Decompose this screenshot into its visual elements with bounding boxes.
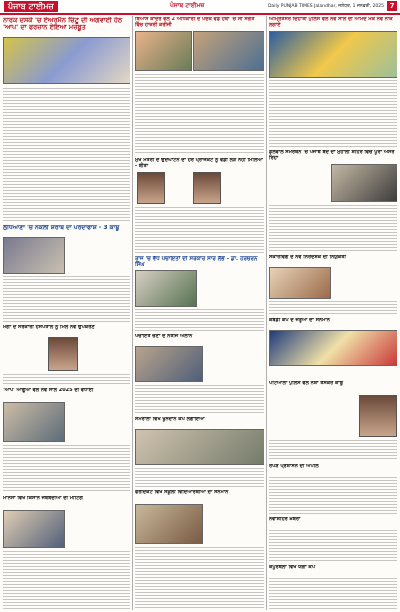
story-photo — [269, 267, 331, 299]
story-body — [269, 300, 397, 315]
story-body — [135, 73, 264, 155]
person-photo — [193, 172, 221, 204]
story-5 — [135, 158, 264, 253]
story-body — [135, 206, 264, 253]
story-13 — [135, 417, 264, 487]
story-headline: ਕਬੱਡੀ ਕੱਪ ਦੇ ਜੇਤੂਆਂ ਦਾ ਸਨਮਾਨ — [269, 318, 330, 323]
story-headline: ਨਵਾਂਸ਼ਹਿਰ ਖ਼ਬਰਾਂ — [269, 517, 301, 522]
story-photo — [135, 346, 203, 382]
story-6 — [269, 150, 397, 252]
dateline: Daily PUNJAB TIMES Jalandhar, ਜਲੰਧਰ, 1 ਜਨਵਰੀ, 2025 — [267, 4, 384, 9]
story-headline: ਡੱਲੇਵਾਲ ਸਮਰਥਨ 'ਚ ਪੰਜਾਬ ਬੰਦ ਦਾ ਮੁਹਾਲੀ ਸ਼ਹਿਰ ਵਿੱਚ ਪੂਰਾ ਅਸਰ ਰਿਹਾ — [269, 150, 395, 161]
story-body — [135, 384, 264, 414]
story-11 — [3, 388, 130, 493]
story-body — [269, 529, 397, 562]
story-12 — [269, 318, 397, 378]
story-10 — [135, 334, 264, 414]
column-rule — [266, 16, 267, 610]
story-16 — [135, 490, 264, 610]
story-2 — [135, 17, 264, 155]
story-photo — [135, 504, 203, 544]
story-body — [135, 308, 264, 331]
story-15 — [3, 496, 130, 610]
story-headline: ਫਰੀਦਕੋਟ ਵਿਖੇ ਸਕੂਲੀ ਵਿਦਿਆਰਥੀਆਂ ਦਾ ਸਨਮਾਨ — [135, 490, 229, 495]
story-photo — [269, 330, 397, 366]
story-body — [3, 87, 130, 222]
story-14 — [269, 381, 397, 461]
story-photo — [269, 31, 397, 78]
story-headline: ਨਾਰਕ ਦਸਕੇ 'ਚ ਏਅਰਮੈਨ ਚਿੰਟੂ ਦੀ ਅਗਵਾਈ ਹੇਠ 'ਆਪ' ਦਾ ਫਰਜ਼ਾਨ ਏਇਆ ਮਜ਼ਬੂਤ — [3, 17, 123, 32]
story-headline: ਬਿਆਸ ਕਾਦਰ ਵੱਲੋਂ 2 ਅਧਿਕਾਰੀ ਦੇ ਪਦਕ ਵੰਡ ਹਥਾਂ 'ਚ ਸੀ ਸੰਗਤ ਵਿੱਚ ਹਾਜ਼ਰੀ ਕਰੀਜੀ — [135, 17, 255, 28]
story-headline: ਮਾਨਸਾ ਵਿਖੇ ਕਿਸਾਨ ਜਥੇਬੰਦੀਆਂ ਦੀ ਮੀਟਿੰਗ — [3, 496, 83, 501]
story-body — [135, 546, 264, 610]
story-photo — [3, 237, 65, 274]
story-7 — [3, 325, 130, 385]
story-18 — [269, 517, 397, 562]
story-body — [3, 444, 130, 493]
story-headline: ਪਟਿਆਲਾ ਪੁਲਿਸ ਵੱਲੋਂ ਨਸ਼ਾ ਤਸਕਰ ਕਾਬੂ — [269, 381, 343, 386]
story-body — [269, 204, 397, 252]
page-number: 7 — [387, 1, 397, 11]
story-photo — [3, 37, 130, 84]
story-9 — [269, 255, 397, 315]
person-photo — [137, 172, 165, 204]
center-title: ਪੰਜਾਬ ਟਾਈਮਜ਼ — [170, 2, 205, 9]
story-17 — [269, 464, 397, 514]
story-photo — [3, 510, 65, 548]
story-body — [3, 373, 130, 385]
section-logo: ਪੰਜਾਬ ਟਾਈਮਜ਼ — [4, 1, 58, 12]
story-body — [269, 577, 397, 610]
story-photo — [193, 31, 264, 71]
story-body — [3, 550, 130, 610]
story-headline: ਸਮਰਾਲਾ ਵਿਖੇ ਖੂਨਦਾਨ ਕੈਂਪ ਲਗਾਇਆ — [135, 417, 205, 422]
story-headline: ਸਕਾਰਵਿੰਗ ਦੇ ਨਵੇਂ ਨਿਰਦੇਸ਼ਕ ਦੀ ਨਿਯੁਕਤੀ — [269, 255, 346, 260]
person-photo — [48, 337, 78, 371]
story-photo — [3, 402, 65, 442]
story-8 — [135, 256, 264, 331]
story-1 — [3, 17, 130, 222]
story-headline: ਮੁੱਖ ਮੰਤਰੀ ਦੇ ਉਦਘਾਟਨ ਦਾ ਹਰ ਪ੍ਰਾਜੈਕਟ ਨੂੰ ਵੱਡੀ ਲੋੜ ਨਹੀਂ ਮਿਲਿਆ - ਬੀਤਾ — [135, 158, 263, 169]
story-headline: ਪੰਚਾਇਤ ਚੋਣਾਂ ਦੇ ਨਤੀਜੇ ਐਲਾਨੇ — [135, 334, 193, 339]
masthead — [0, 0, 400, 15]
story-headline: ਅੰਮ੍ਰਿਤਸਰ ਦਿਹਾਤੀ ਪੁਲਿਸ ਵੱਲੋਂ ਨਵੇਂ ਸਾਲ ਦੀ ਆਮਦ ਮੌਕੇ ਨਵੇਂ ਨਾਕੇ ਲਗਾਏ — [269, 17, 393, 28]
story-headline: ਕਪੂਰਥਲਾ ਵਿਖੇ ਯੋਗਾ ਕੈਂਪ — [269, 565, 316, 570]
story-photo — [135, 31, 192, 71]
story-3 — [269, 17, 397, 147]
story-4 — [3, 225, 130, 322]
story-body — [269, 476, 397, 514]
story-photo — [331, 164, 397, 202]
story-body — [269, 439, 397, 461]
story-headline: ਮੋਗਾ ਦੇ ਸਰਕਾਰੀ ਹਸਪਤਾਲ ਨੂੰ ਮਿਲੇ ਨਵੇਂ ਉਪਕਰਣ — [3, 325, 95, 330]
column-rule — [132, 16, 133, 610]
story-headline: ਰਾਜ 'ਚ ਵੱਧ ਪੰਚਾਇਤਾਂ ਦੀ ਸਰਕਾਰ ਸਾਰ ਲੱਭੇ - ਡਾ. ਹਰਚਰਨ ਸਿੰਘ — [135, 256, 258, 269]
story-body — [3, 275, 130, 322]
person-photo — [359, 395, 397, 437]
story-photo — [135, 429, 264, 465]
story-headline: 'ਆਪ' ਆਗੂਆਂ ਵੱਲੋਂ ਨਵੇਂ ਸਾਲ 2025 ਦੀ ਵਧਾਈ — [3, 388, 94, 393]
story-body — [269, 79, 397, 147]
story-headline: ਲੁਧਿਆਣਾ 'ਚ ਨਕਲੀ ਸ਼ਰਾਬ ਦਾ ਪਰਦਾਫਾਸ਼ - 3 ਕਾਬੂ — [3, 225, 120, 231]
story-body — [135, 467, 264, 487]
story-photo — [135, 270, 197, 307]
story-19 — [269, 565, 397, 610]
story-headline: ਰੋਪੜ ਪ੍ਰਸ਼ਾਸਨ ਦੀ ਅਪੀਲ — [269, 464, 319, 469]
